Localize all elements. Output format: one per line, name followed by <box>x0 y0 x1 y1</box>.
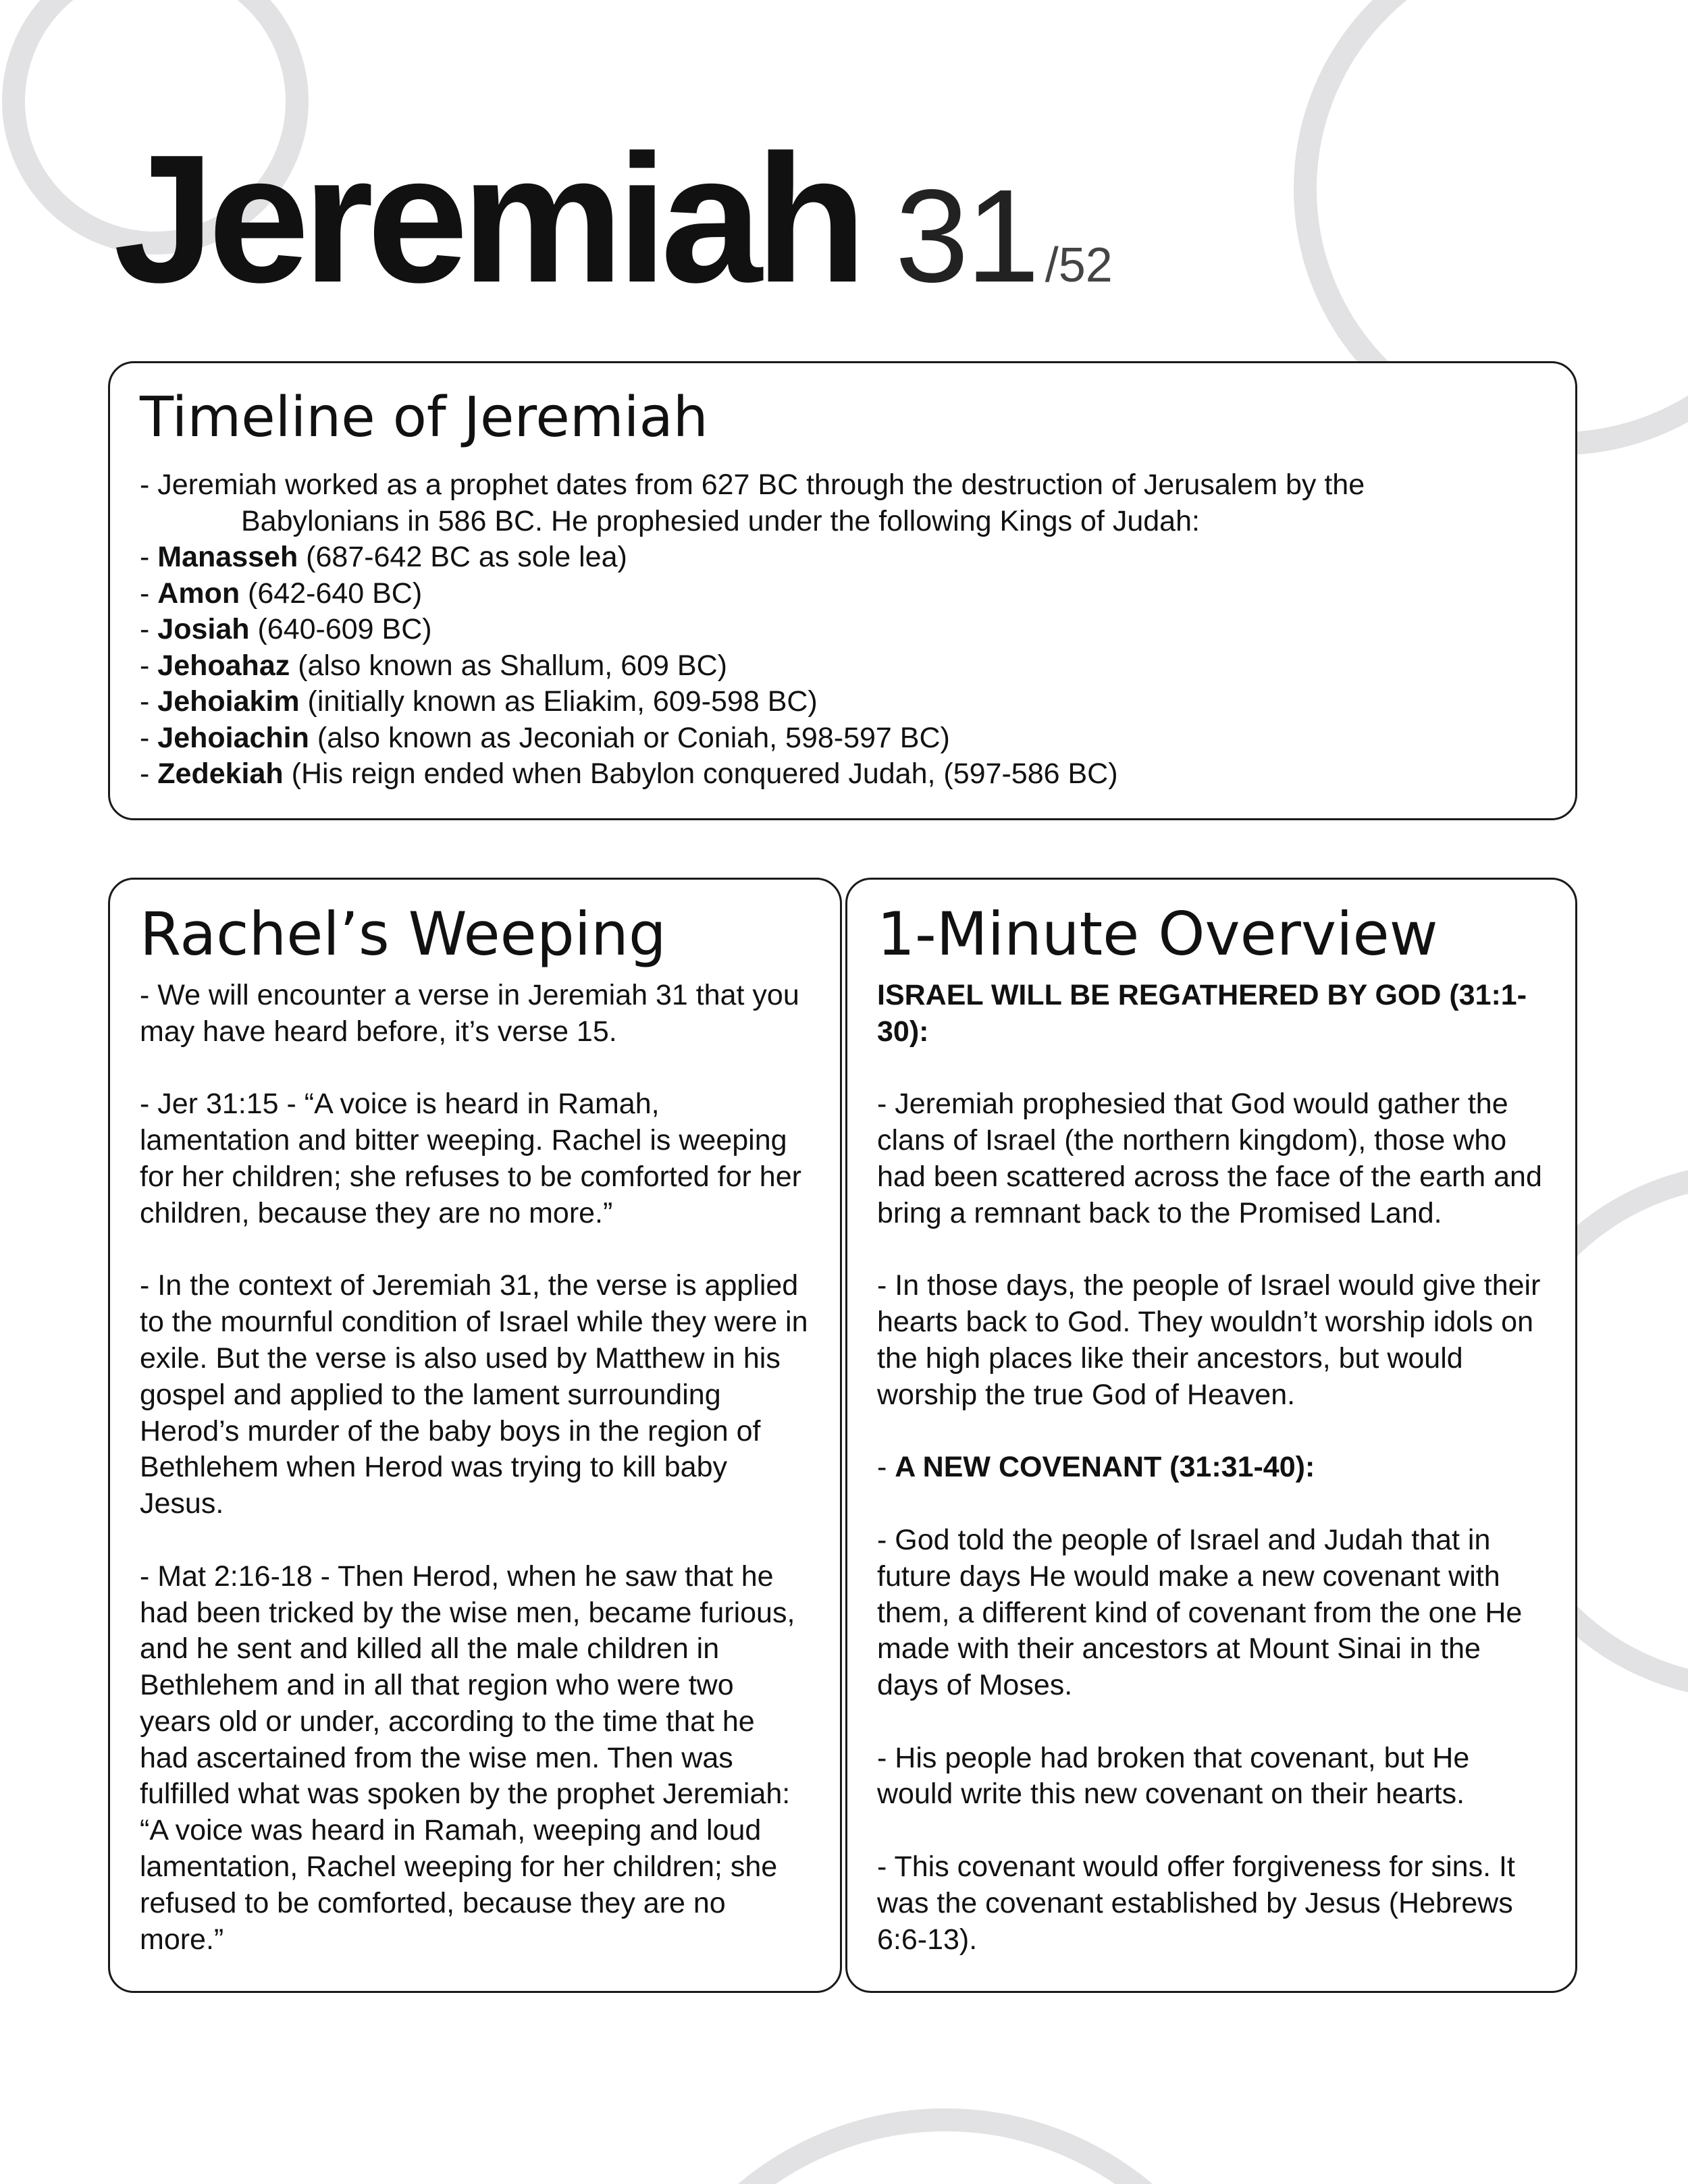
list-dash: - <box>140 541 158 574</box>
overview-body <box>877 978 1546 1959</box>
chapter-number: 31 <box>895 162 1037 310</box>
timeline-card <box>108 361 1577 820</box>
king-detail: (642-640 BC) <box>240 577 423 610</box>
rachels-weeping-title: Rachel’s Weeping <box>140 899 666 969</box>
overview-title: 1-Minute Overview <box>877 899 1438 969</box>
king-detail: (687-642 BC as sole lea) <box>298 541 627 574</box>
king-detail: (also known as Shallum, 609 BC) <box>290 649 727 682</box>
rachels-weeping-card <box>108 878 842 1993</box>
king-name: Amon <box>157 577 240 610</box>
king-item <box>140 612 1546 648</box>
king-name: Jehoahaz <box>157 649 290 682</box>
rachels-weeping-body <box>140 978 810 1959</box>
page-title <box>113 117 1113 321</box>
overview-card <box>845 878 1577 1993</box>
paragraph: - Mat 2:16-18 - Then Herod, when he saw that he had been tricked by the wise men, became furious, and he sent and killed all the male children in Bethlehem and in all that region who were two years old or under, according to the time that he had ascertained from the wise men. Then was fulfilled what was spoken by the prophet Jeremiah: “A voice was heard in Ramah, weeping and loud lamentation, Rachel weeping for her children; she refused to be comforted, because they are no more.” <box>140 1560 795 1956</box>
king-detail: (initially known as Eliakim, 609-598 BC) <box>299 685 818 718</box>
section-heading <box>877 978 1546 1050</box>
kings-list <box>140 539 1546 793</box>
list-dash: - <box>140 757 158 791</box>
list-dash: - <box>140 721 158 754</box>
king-name: Zedekiah <box>157 757 284 791</box>
timeline-intro-continuation: Babylonians in 586 BC. He prophesied under the following Kings of Judah: <box>241 504 1200 537</box>
king-item <box>140 576 1546 612</box>
paragraph: - This covenant would offer forgiveness for sins. It was the covenant established by Jesus (Hebrews 6:6-13). <box>877 1850 1515 1956</box>
paragraph: - In the context of Jeremiah 31, the verse is applied to the mournful condition of Israel while they were in exile. But the verse is also used by Matthew in his gospel and applied to the lament surrounding Herod’s murder of the baby boys in the region of Bethlehem when Herod was trying to kill baby Jesus. <box>140 1269 808 1520</box>
book-name: Jeremiah <box>113 117 860 321</box>
paragraph: - Jer 31:15 - “A voice is heard in Ramah, lamentation and bitter weeping. Rachel is weeping for her children; she refuses to be comforted for her children, because they are no more.” <box>140 1088 801 1229</box>
king-item <box>140 648 1546 685</box>
king-item <box>140 756 1546 793</box>
chapter-total: /52 <box>1045 238 1113 292</box>
king-name: Jehoiachin <box>157 721 309 754</box>
king-detail: (640-609 BC) <box>249 613 432 646</box>
king-name: Josiah <box>157 613 250 646</box>
list-dash: - <box>140 685 158 718</box>
list-dash: - <box>140 613 158 646</box>
timeline-title: Timeline of Jeremiah <box>140 385 708 450</box>
king-name: Manasseh <box>157 541 298 574</box>
list-dash: - <box>140 649 158 682</box>
paragraph: - In those days, the people of Israel would give their hearts back to God. They wouldn’t worship idols on the high places like their ancestors, but would worship the true God of Heaven. <box>877 1269 1541 1411</box>
king-name: Jehoiakim <box>157 685 300 718</box>
king-item <box>140 539 1546 576</box>
paragraph: - We will encounter a verse in Jeremiah 31 that you may have heard before, it’s verse 15. <box>140 978 799 1048</box>
section-heading-text: ISRAEL WILL BE REGATHERED BY GOD (31:1-30): <box>877 978 1527 1048</box>
timeline-intro <box>140 467 1546 539</box>
paragraph: - Jeremiah prophesied that God would gather the clans of Israel (the northern kingdom), those who had been scattered across the face of the earth and bring a remnant back to the Promised Land. <box>877 1088 1542 1229</box>
ring-bottom-center <box>635 2120 1256 2184</box>
list-dash: - <box>140 577 158 610</box>
list-dash: - <box>877 1451 895 1484</box>
king-detail: (also known as Jeconiah or Coniah, 598-597 BC) <box>309 721 950 754</box>
king-detail: (His reign ended when Babylon conquered Judah, (597-586 BC) <box>283 757 1118 791</box>
king-item <box>140 720 1546 757</box>
paragraph: - God told the people of Israel and Judah that in future days He would make a new covenant with them, a different kind of covenant from the one He made with their ancestors at Mount Sinai in the days of Moses. <box>877 1523 1523 1702</box>
section-heading <box>877 1449 1546 1486</box>
section-heading-text: A NEW COVENANT (31:31-40): <box>895 1451 1315 1484</box>
timeline-intro-line: - Jeremiah worked as a prophet dates from 627 BC through the destruction of Jerusalem by the <box>140 469 1365 502</box>
paragraph: - His people had broken that covenant, but He would write this new covenant on their hearts. <box>877 1741 1470 1811</box>
king-item <box>140 684 1546 720</box>
